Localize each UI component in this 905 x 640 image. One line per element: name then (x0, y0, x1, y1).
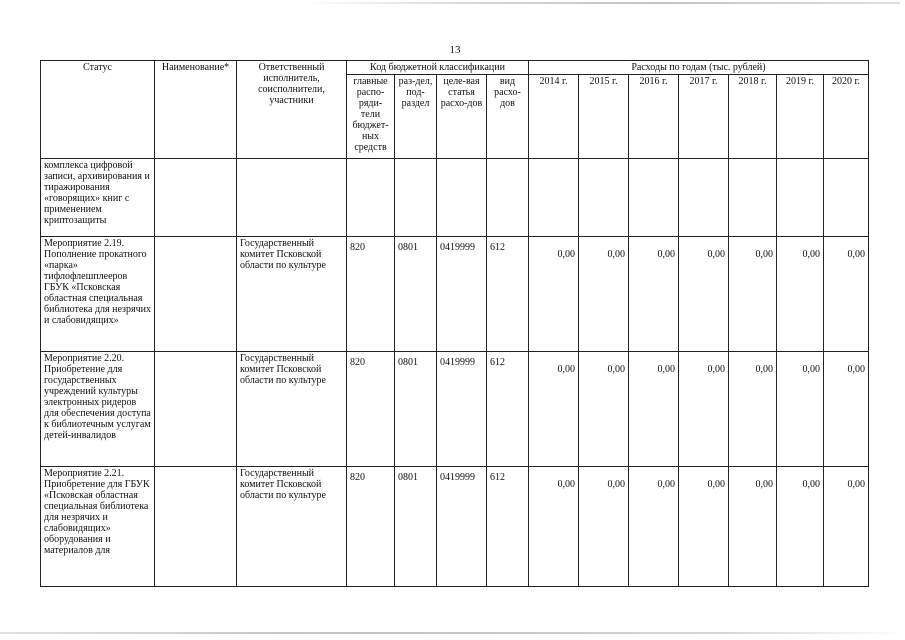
cell-target: 0419999 (437, 237, 487, 352)
table-row (41, 352, 869, 467)
cell-value: 0,00 (729, 352, 777, 467)
cell-value: 0,00 (679, 352, 729, 467)
cell-responsible: Государственный комитет Псковской области по культуре (237, 467, 347, 587)
header-year: 2020 г. (824, 75, 869, 159)
cell-grbs: 820 (347, 467, 395, 587)
cell-value: 0,00 (529, 467, 579, 587)
cell-responsible: Государственный комитет Псковской области по культуре (237, 352, 347, 467)
cell-value: 0,00 (529, 352, 579, 467)
table-row (41, 159, 869, 237)
cell-value: 0,00 (824, 352, 869, 467)
cell-value: 0,00 (579, 237, 629, 352)
budget-table (40, 60, 869, 587)
header-budget-code: Код бюджетной классификации (347, 61, 529, 75)
cell-status: Мероприятие 2.20. Приобретение для государственных учреждений культуры электронных ридеров для обеспечения доступа к библиотечным услугам детей-инвалидов (41, 352, 155, 467)
cell-type: 612 (487, 467, 529, 587)
cell-value: 0,00 (777, 352, 824, 467)
header-year: 2015 г. (579, 75, 629, 159)
cell-status: Мероприятие 2.21. Приобретение для ГБУК «Псковская областная специальная библиотека для незрячих и слабовидящих» оборудования и материалов для (41, 467, 155, 587)
cell-grbs: 820 (347, 352, 395, 467)
header-expenses: Расходы по годам (тыс. рублей) (529, 61, 869, 75)
cell-value (824, 159, 869, 237)
cell-type: 612 (487, 237, 529, 352)
cell-responsible: Государственный комитет Псковской области по культуре (237, 237, 347, 352)
cell-value: 0,00 (729, 237, 777, 352)
table-row (41, 467, 869, 587)
cell-grbs: 820 (347, 237, 395, 352)
cell-value: 0,00 (824, 237, 869, 352)
cell-value: 0,00 (679, 467, 729, 587)
header-year: 2014 г. (529, 75, 579, 159)
cell-target (437, 159, 487, 237)
header-name: Наименование* (155, 61, 237, 159)
cell-value: 0,00 (824, 467, 869, 587)
header-year: 2016 г. (629, 75, 679, 159)
cell-value (679, 159, 729, 237)
cell-status: Мероприятие 2.19. Пополнение прокатного «парка» тифлофлешплееров ГБУК «Псковская областная специальная библиотека для незрячих и слабовидящих» (41, 237, 155, 352)
cell-value: 0,00 (777, 237, 824, 352)
header-responsible: Ответственный исполнитель, соисполнители, участники (237, 61, 347, 159)
cell-name (155, 159, 237, 237)
cell-type (487, 159, 529, 237)
cell-section: 0801 (395, 467, 437, 587)
cell-value (729, 159, 777, 237)
header-year: 2019 г. (777, 75, 824, 159)
cell-value: 0,00 (529, 237, 579, 352)
cell-value (579, 159, 629, 237)
cell-name (155, 467, 237, 587)
cell-section: 0801 (395, 352, 437, 467)
cell-value (529, 159, 579, 237)
cell-value: 0,00 (629, 352, 679, 467)
cell-target: 0419999 (437, 467, 487, 587)
cell-value (777, 159, 824, 237)
cell-status: комплекса цифровой записи, архивирования и тиражирования «говорящих» книг с применением криптозащиты (41, 159, 155, 237)
cell-target: 0419999 (437, 352, 487, 467)
header-grbs: главные распо-ряди-тели бюджет-ных средств (347, 75, 395, 159)
scan-edge-top (300, 2, 900, 4)
cell-value: 0,00 (579, 467, 629, 587)
header-year: 2017 г. (679, 75, 729, 159)
header-section: раз-дел, под-раздел (395, 75, 437, 159)
cell-name (155, 352, 237, 467)
cell-grbs (347, 159, 395, 237)
cell-value: 0,00 (679, 237, 729, 352)
header-status: Статус (41, 61, 155, 159)
cell-name (155, 237, 237, 352)
cell-value: 0,00 (629, 467, 679, 587)
cell-type: 612 (487, 352, 529, 467)
cell-value: 0,00 (729, 467, 777, 587)
cell-value: 0,00 (629, 237, 679, 352)
cell-value: 0,00 (777, 467, 824, 587)
cell-value: 0,00 (579, 352, 629, 467)
header-target: целе-вая статья расхо-дов (437, 75, 487, 159)
scan-edge-bottom (0, 632, 905, 634)
cell-responsible (237, 159, 347, 237)
header-year: 2018 г. (729, 75, 777, 159)
cell-section: 0801 (395, 237, 437, 352)
header-type: вид расхо-дов (487, 75, 529, 159)
cell-section (395, 159, 437, 237)
page-number: 13 (449, 44, 461, 56)
table-row (41, 237, 869, 352)
cell-value (629, 159, 679, 237)
